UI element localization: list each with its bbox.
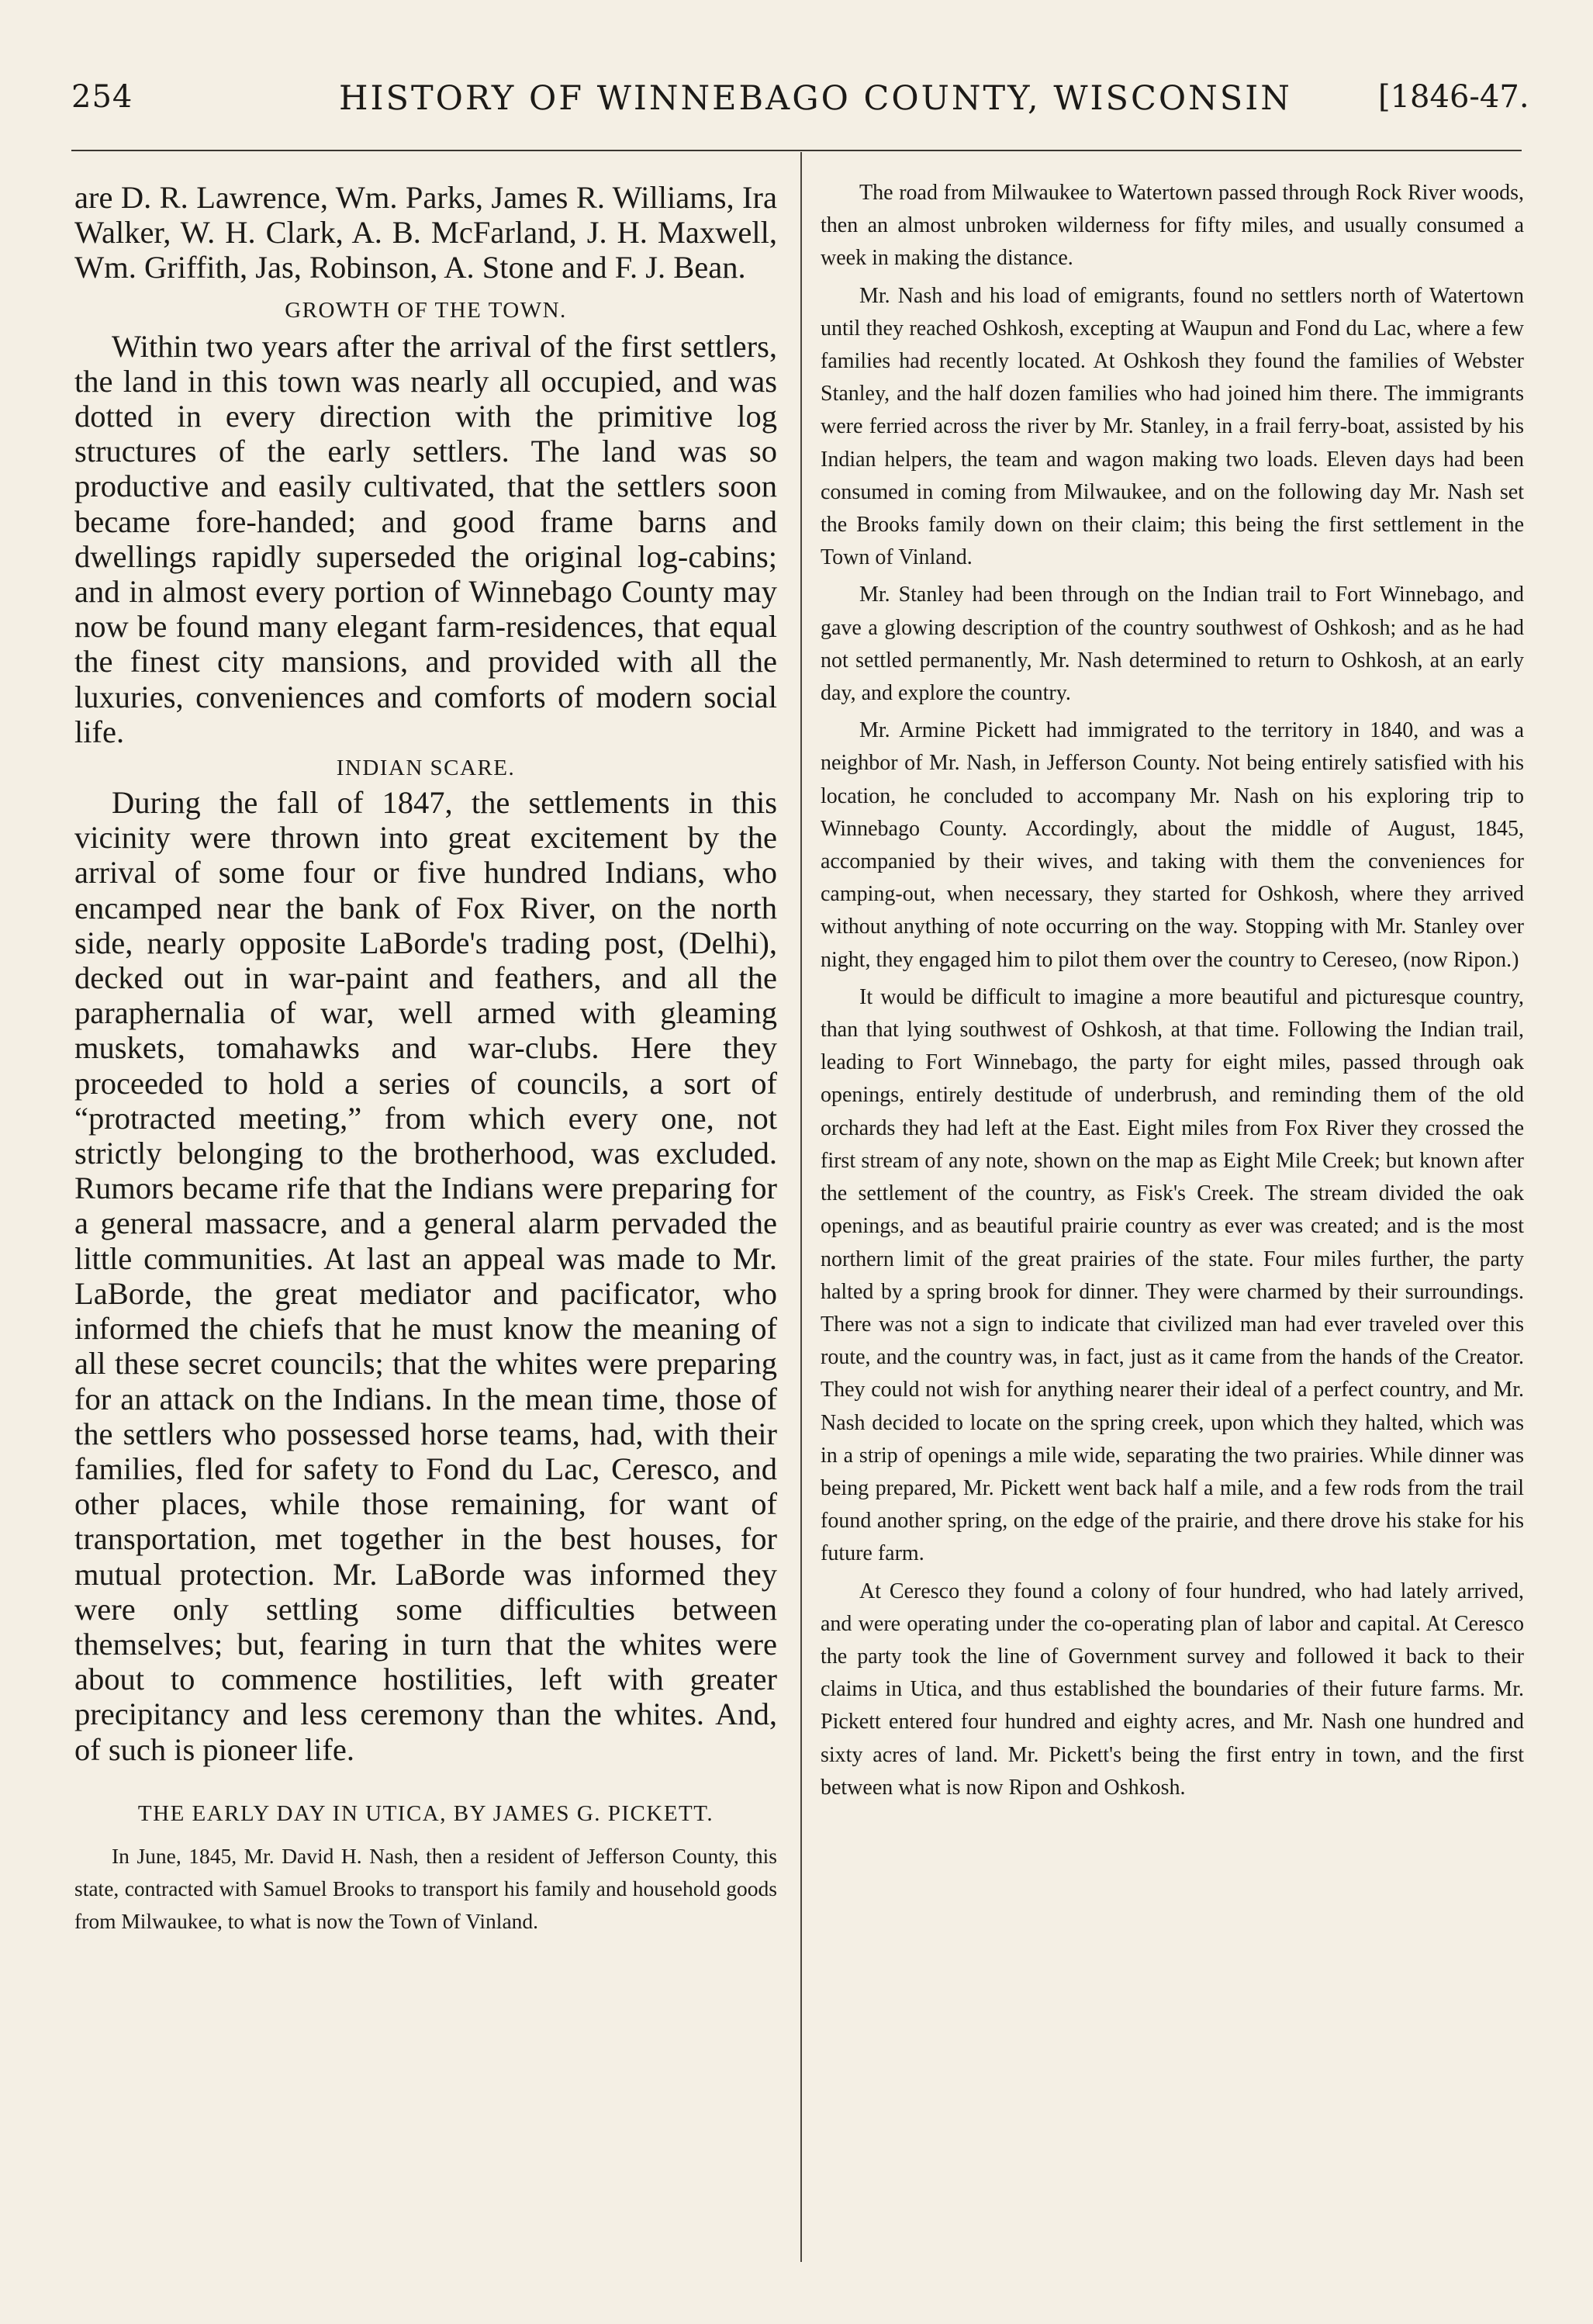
column-divider	[800, 152, 802, 2262]
growth-heading: GROWTH OF THE TOWN.	[285, 297, 567, 323]
indian-scare-paragraph: During the fall of 1847, the settlements in this vicinity were thrown into great excitement by the arrival of some four or five hundred Indians, who encamped near the bank of Fox River, on the north side, nearly opposite LaBorde's trading post, (Delhi), decked out in war-paint and feathers, and all the paraphernalia of war, well armed with gleaming muskets, tomahawks and war-clubs. Here they proceeded to hold a series of councils, a sort of “protracted meeting,” from which every one, not strictly belonging to the brotherhood, was excluded. Rumors became rife that the Indians were preparing for a general massacre, and a general alarm pervaded the little communities. At last an appeal was made to Mr. LaBorde, the great mediator and pacificator, who informed the chiefs that he must know the meaning of all these secret councils; that the whites were preparing for an attack on the Indians. In the mean time, those of the settlers who possessed horse teams, had, with their families, fled for safety to Fond du Lac, Ceresco, and other places, while those remaining, for want of transportation, met together in the best houses, for mutual protection. Mr. LaBorde was informed they were only settling some difficulties between themselves; but, fearing in turn that the whites were about to commence hostilities, left with greater precipitancy and less ceremony than the whites. And, of such is pioneer life.	[74, 785, 777, 1767]
right-paragraph: It would be difficult to imagine a more beautiful and picturesque country, than that lying southwest of Oshkosh, at that time. Following the Indian trail, leading to Fort Winnebago, the party for eight miles, passed through oak openings, entirely destitude of underbrush, and reminding them of the old orchards they had left at the East. Eight miles from Fox River they crossed the first stream of any note, shown on the map as Eight Mile Creek; but known after the settlement of the country, as Fisk's Creek. The stream divided the oak openings, and as beautiful prairie country as ever was created; and is the most northern limit of the great prairies of the state. Four miles further, the party halted by a spring brook for dinner. They were charmed by their surroundings. There was not a sign to indicate that civilized man had ever traveled over this route, and the country was, in fact, just as it came from the hands of the Creator. They could not wish for anything nearer their ideal of a perfect country, and Mr. Nash decided to locate on the spring creek, upon which they halted, which was in a strip of openings a mile wide, separating the two prairies. While dinner was being prepared, Mr. Pickett went back half a mile, and a few rods from the trail found another spring, on the edge of the prairie, and there drove his stake for his future farm.	[821, 984, 1524, 1566]
right-column	[821, 177, 1524, 1809]
running-title: HISTORY OF WINNEBAGO COUNTY, WISCONSIN	[339, 79, 1292, 118]
right-paragraph: At Ceresco they found a colony of four hundred, who had lately arrived, and were operating under the co-operating plan of labor and capital. At Ceresco the party took the line of Government survey and followed it back to their claims in Utica, and thus established the boundaries of their future farms. Mr. Pickett entered four hundred and eighty acres, and Mr. Nash one hundred and sixty acres of land. Mr. Pickett's being the first entry in town, and the first between what is now Ripon and Oshkosh.	[821, 1579, 1524, 1800]
growth-paragraph: Within two years after the arrival of the first settlers, the land in this town was nearly all occupied, and was dotted in every direction with the primitive log structures of the early settlers. The land was so productive and easily cultivated, that the settlers soon became fore-handed; and good frame barns and dwellings rapidly superseded the original log-cabins; and in almost every portion of Winnebago County may now be found many elegant farm-residences, that equal the finest city mansions, and provided with all the luxuries, conveniences and comforts of modern social life.	[74, 328, 777, 749]
right-paragraph: Mr. Armine Pickett had immigrated to the territory in 1840, and was a neighbor of Mr. Nash, in Jefferson County. Not being entirely satisfied with his location, he concluded to accompany Mr. Nash on his exploring trip to Winnebago County. Accordingly, about the middle of August, 1845, accompanied by their wives, and taking with them the conveniences for camping-out, when necessary, they started for Oshkosh, where they arrived without anything of note occurring on the way. Stopping with Mr. Stanley over night, they engaged him to pilot them over the country to Cereseo, (now Ripon.)	[821, 718, 1524, 972]
year-range: [1846-47.	[1378, 79, 1529, 115]
header-rule	[71, 150, 1522, 151]
early-day-heading: THE EARLY DAY IN UTICA, BY JAMES G. PICKETT.	[137, 1800, 714, 1826]
left-column	[74, 180, 777, 1938]
early-day-paragraph: In June, 1845, Mr. David H. Nash, then a resident of Jefferson County, this state, contracted with Samuel Brooks to transport his family and household goods from Milwaukee, to what is now the Town of Vinland.	[74, 1843, 777, 1933]
right-paragraph: Mr. Nash and his load of emigrants, found no settlers north of Watertown until they reached Oshkosh, excepting at Waupun and Fond du Lac, where a few families had recently located. At Oshkosh they found the families of Webster Stanley, and the half dozen families who had joined him there. The immigrants were ferried across the river by Mr. Stanley, in a frail ferry-boat, assisted by his Indian helpers, the team and wagon making two loads. Eleven days had been consumed in coming from Milwaukee, and on the following day Mr. Nash set the Brooks family down on their claim; this being the first settlement in the Town of Vinland.	[821, 283, 1524, 570]
right-paragraph: The road from Milwaukee to Watertown passed through Rock River woods, then an almost unbroken wilderness for fifty miles, and usually consumed a week in making the distance.	[821, 181, 1524, 271]
right-paragraph: Mr. Stanley had been through on the Indian trail to Fort Winnebago, and gave a glowing description of the country southwest of Oshkosh; and as he had not settled permanently, Mr. Nash determined to return to Oshkosh, at an early day, and explore the country.	[821, 583, 1524, 706]
page-number: 254	[71, 79, 133, 115]
intro-paragraph: are D. R. Lawrence, Wm. Parks, James R. Williams, Ira Walker, W. H. Clark, A. B. McFarland, J. H. Maxwell, Wm. Griffith, Jas, Robinson, A. Stone and F. J. Bean.	[74, 180, 777, 285]
page-header	[71, 74, 1545, 129]
indian-scare-heading: INDIAN SCARE.	[336, 756, 516, 781]
